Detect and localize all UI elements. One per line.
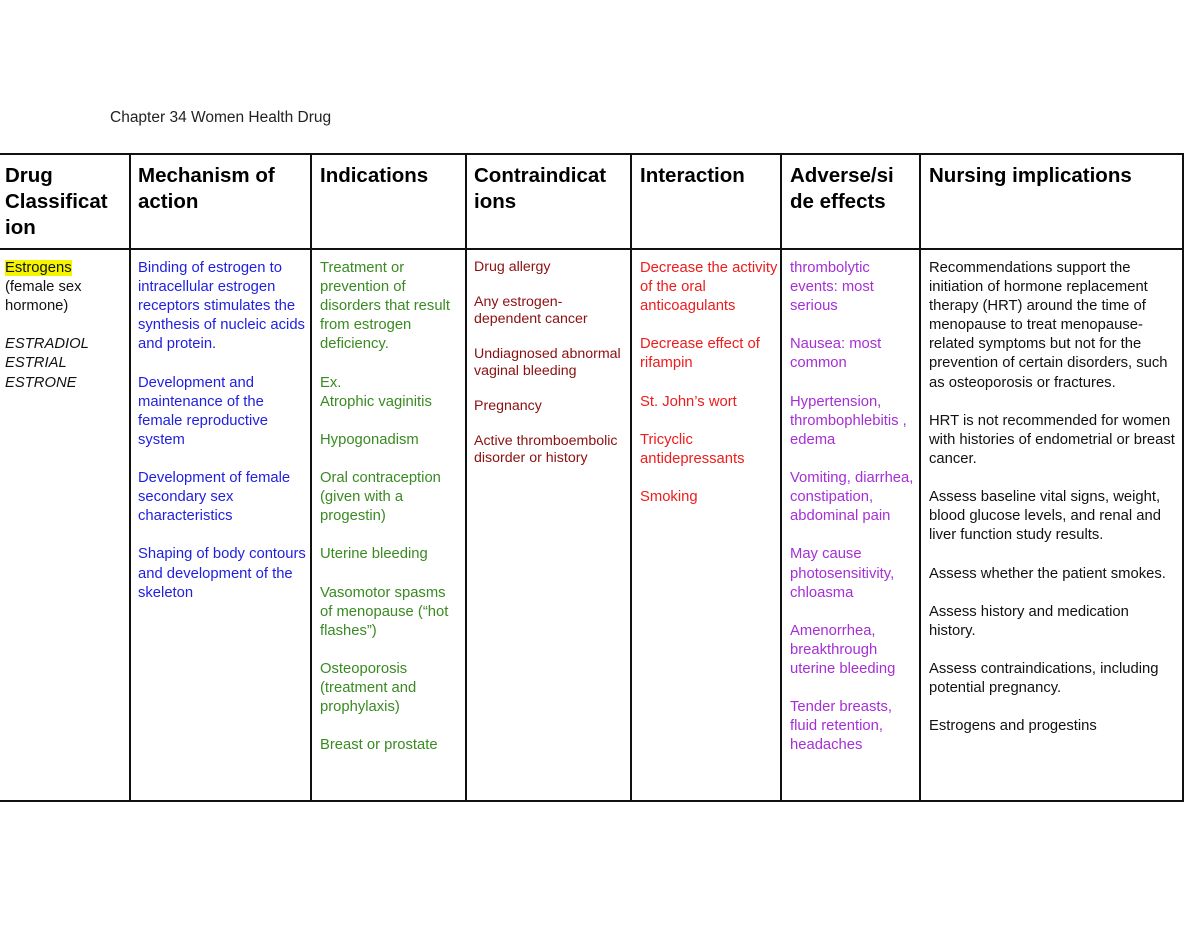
nursing-implication-item: Assess baseline vital signs, weight, blood glucose levels, and renal and liver function study results. xyxy=(929,489,1161,544)
drug-type: ESTRADIOL xyxy=(5,336,89,353)
adverse-effect-item: Vomiting, diarrhea, constipation, abdominal pain xyxy=(790,470,914,525)
mechanism-item: Binding of estrogen to intracellular estrogen receptors stimulates the synthesis of nucleic acids and protein. xyxy=(138,260,305,353)
adverse-effect-item: thrombolytic events: most serious xyxy=(790,260,874,315)
column-divider xyxy=(630,155,632,800)
drug-class-note: (female sex hormone) xyxy=(5,279,82,315)
contraindication-item: Any estrogen-dependent cancer xyxy=(474,293,588,328)
header-nursing-implications: Nursing implications xyxy=(929,164,1132,187)
mechanism-item: Shaping of body contours and development of the skeleton xyxy=(138,546,306,601)
header-mechanism: Mechanism of action xyxy=(138,164,275,213)
interactions-cell xyxy=(640,259,778,507)
drug-class-name: Estrogens xyxy=(5,260,72,276)
drug-type: ESTRIAL xyxy=(5,355,67,372)
drug-class-cell xyxy=(5,259,125,393)
adverse-effect-item: May cause photosensitivity, chloasma xyxy=(790,546,895,601)
interaction-item: Decrease the activity of the oral anticoagulants xyxy=(640,260,778,315)
column-divider xyxy=(919,155,921,800)
contraindication-item: Drug allergy xyxy=(474,259,551,275)
header-drug-classification: Drug Classificat ion xyxy=(5,164,108,239)
indication-item: Oral contraception (given with a progestin) xyxy=(320,470,441,525)
nursing-implication-item: Recommendations support the initiation of hormone replacement therapy (HRT) around the time of menopause to treat menopause-related symptoms but not for the prevention of certain disorders, such as osteoporosis or fractures. xyxy=(929,260,1168,391)
header-contraindications: Contraindicat ions xyxy=(474,164,607,213)
contraindications-cell xyxy=(474,259,626,468)
mechanism-cell xyxy=(138,259,306,603)
adverse-effect-item: Hypertension, thrombophlebitis , edema xyxy=(790,393,907,448)
drug-table xyxy=(0,153,1184,802)
contraindication-item: Undiagnosed abnormal vaginal bleeding xyxy=(474,346,621,380)
nursing-implication-item: HRT is not recommended for women with histories of endometrial or breast cancer. xyxy=(929,412,1175,467)
adverse-effect-item: Tender breasts, fluid retention, headaches xyxy=(790,699,892,754)
indications-cell xyxy=(320,259,460,755)
column-divider xyxy=(465,155,467,800)
indication-item: Hypogonadism xyxy=(320,431,419,448)
mechanism-item: Development of female secondary sex characteristics xyxy=(138,470,291,525)
indication-item: Ex. xyxy=(320,374,342,391)
contraindication-item: Active thromboembolic disorder or history xyxy=(474,433,618,467)
indication-item: Treatment or prevention of disorders that result from estrogen deficiency. xyxy=(320,260,450,353)
indication-item: Uterine bleeding xyxy=(320,546,428,563)
adverse-effects-cell xyxy=(790,259,916,755)
mechanism-item: Development and maintenance of the female reproductive system xyxy=(138,374,268,448)
header-row-divider xyxy=(0,248,1182,250)
page-title: Chapter 34 Women Health Drug xyxy=(110,109,332,126)
nursing-implication-item: Assess whether the patient smokes. xyxy=(929,565,1166,582)
nursing-implication-item: Assess contraindications, including potential pregnancy. xyxy=(929,660,1159,697)
column-divider xyxy=(780,155,782,800)
column-divider xyxy=(310,155,312,800)
header-interaction: Interaction xyxy=(640,164,745,187)
interaction-item: Tricyclic antidepressants xyxy=(640,431,745,467)
nursing-implications-cell xyxy=(929,259,1179,736)
indication-item: Breast or prostate xyxy=(320,737,438,754)
interaction-item: St. John’s wort xyxy=(640,393,737,410)
adverse-effect-item: Amenorrhea, breakthrough uterine bleeding xyxy=(790,622,896,677)
column-divider xyxy=(129,155,131,800)
indication-item: Vasomotor spasms of menopause (“hot flashes”) xyxy=(320,584,449,639)
interaction-item: Decrease effect of rifampin xyxy=(640,336,760,372)
interaction-item: Smoking xyxy=(640,489,698,506)
contraindication-item: Pregnancy xyxy=(474,398,542,415)
header-adverse-effects: Adverse/si de effects xyxy=(790,164,894,213)
header-indications: Indications xyxy=(320,164,429,187)
indication-item: Atrophic vaginitis xyxy=(320,393,432,410)
nursing-implication-item: Assess history and medication history. xyxy=(929,603,1129,639)
drug-type: ESTRONE xyxy=(5,374,77,391)
adverse-effect-item: Nausea: most common xyxy=(790,336,882,372)
nursing-implication-item: Estrogens and progestins xyxy=(929,718,1097,735)
indication-item: Osteoporosis (treatment and prophylaxis) xyxy=(320,660,417,716)
